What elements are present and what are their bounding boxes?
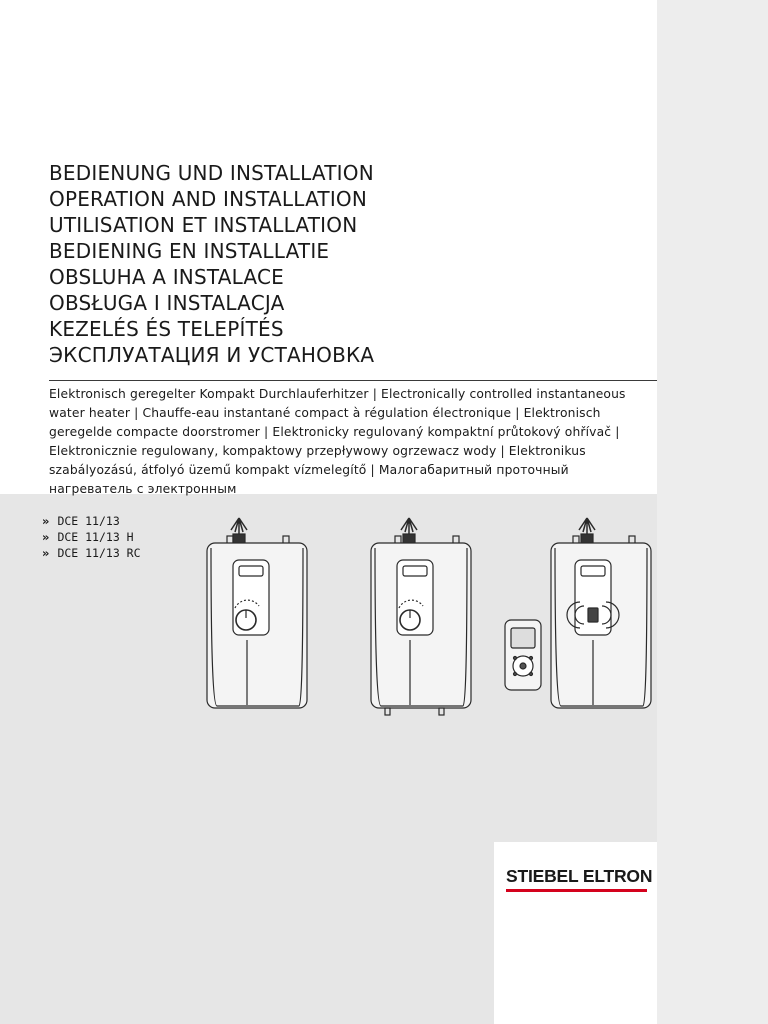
model-item (42, 529, 141, 545)
title-en: OPERATION AND INSTALLATION (49, 187, 368, 211)
bullet-marker: » (42, 546, 50, 560)
product-illustration (195, 510, 665, 720)
water-heater-with-wireless-symbol-icon (551, 518, 651, 708)
title-nl: BEDIENING EN INSTALLATIE (49, 239, 330, 263)
title-ru: ЭКСПЛУАТАЦИЯ И УСТАНОВКА (49, 343, 375, 367)
brand-logo-box (494, 842, 657, 1024)
model-list (42, 513, 141, 561)
model-name: DCE 11/13 RC (57, 546, 141, 560)
subtitle-panel (0, 381, 657, 494)
water-heater-with-dial-icon (207, 518, 307, 708)
model-item (42, 545, 141, 561)
brand-logo: STIEBEL ELTRON (506, 866, 653, 886)
product-description: Elektronisch geregelter Kompakt Durchlauferhitzer | Electronically controlled instantaneous water heater | Chauffe-eau instantané compact à régulation électronique | Elektronisch geregelde compacte doorstromer | Elektronicky regulovaný kompaktní průtokový ohřívač | Elektronicznie regulowany, kompaktowy przepływowy ogrzewacz wody | Elektronikus szabályozású, átfolyó üzemű kompakt vízmelegítő | Малогабаритный проточный нагреватель с электронным (49, 387, 626, 496)
water-heater-with-dial-and-remote-icon (371, 518, 471, 715)
brand-accent-bar (506, 889, 647, 892)
bullet-marker: » (42, 514, 50, 528)
title-panel (0, 0, 657, 381)
model-item (42, 513, 141, 529)
title-list (49, 160, 374, 368)
title-fr: UTILISATION ET INSTALLATION (49, 213, 358, 237)
bullet-marker: » (42, 530, 50, 544)
title-hu: KEZELÉS ÉS TELEPÍTÉS (49, 317, 284, 341)
title-pl: OBSŁUGA I INSTALACJA (49, 291, 285, 315)
title-de: BEDIENUNG UND INSTALLATION (49, 161, 374, 185)
remote-control-icon (505, 620, 541, 690)
title-cs: OBSLUHA A INSTALACE (49, 265, 284, 289)
model-name: DCE 11/13 (57, 514, 120, 528)
right-margin-strip (657, 0, 768, 1024)
model-name: DCE 11/13 H (57, 530, 134, 544)
